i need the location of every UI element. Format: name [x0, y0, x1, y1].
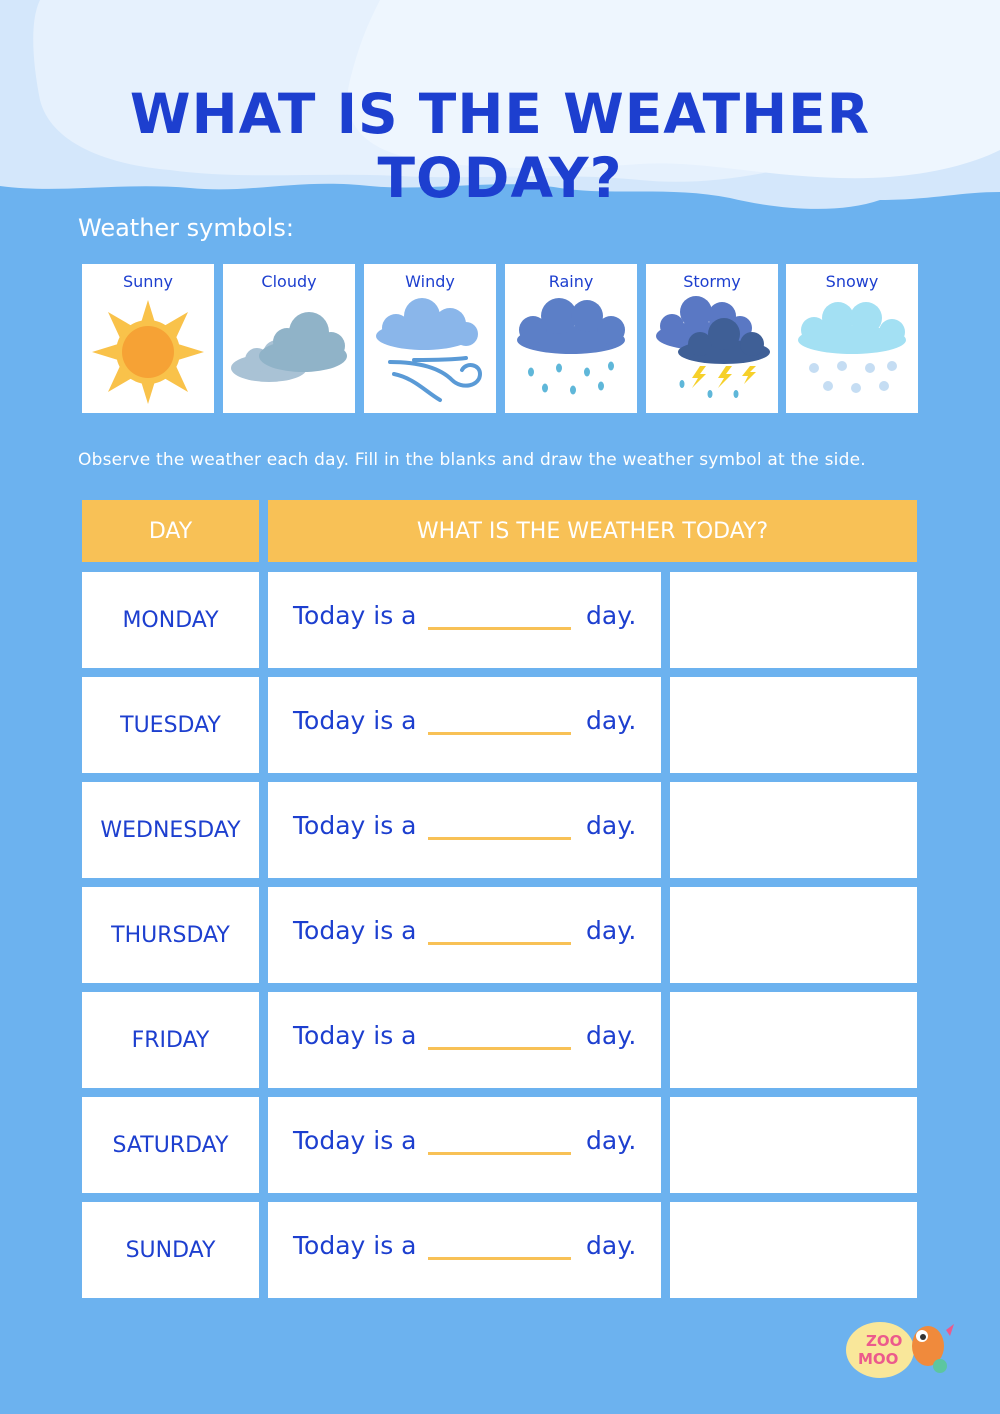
cloud-icon: [229, 296, 349, 408]
answer-blank[interactable]: [428, 1152, 571, 1155]
logo-text-zoo: ZOO: [866, 1332, 903, 1350]
sentence-cell: [268, 1097, 661, 1193]
symbol-card-windy: [364, 264, 496, 413]
day-label-sunday: SUNDAY: [82, 1202, 259, 1298]
wind-icon: [370, 296, 490, 408]
drawing-box[interactable]: [670, 1202, 917, 1298]
answer-blank[interactable]: [428, 1047, 571, 1050]
sentence-end: day.: [586, 601, 637, 630]
answer-blank[interactable]: [428, 1257, 571, 1260]
answer-blank[interactable]: [428, 627, 571, 630]
day-label-thursday: THURSDAY: [82, 887, 259, 983]
sentence-end: day.: [586, 706, 637, 735]
symbol-card-sunny: [82, 264, 214, 413]
drawing-box[interactable]: [670, 1097, 917, 1193]
day-label-wednesday: WEDNESDAY: [82, 782, 259, 878]
sentence-cell: [268, 887, 661, 983]
symbol-card-rainy: [505, 264, 637, 413]
header-weather: WHAT IS THE WEATHER TODAY?: [268, 500, 917, 562]
symbol-card-snowy: [786, 264, 918, 413]
sentence-cell: [268, 677, 661, 773]
drawing-box[interactable]: [670, 677, 917, 773]
zoomoo-logo: [842, 1316, 954, 1382]
day-label-monday: MONDAY: [82, 572, 259, 668]
sentence-start: Today is a: [293, 916, 417, 945]
drawing-box[interactable]: [670, 887, 917, 983]
sun-icon: [88, 296, 208, 408]
sentence-start: Today is a: [293, 1021, 417, 1050]
symbol-card-stormy: [646, 264, 778, 413]
sentence-start: Today is a: [293, 811, 417, 840]
sentence-start: Today is a: [293, 1126, 417, 1155]
answer-blank[interactable]: [428, 837, 571, 840]
logo-text-moo: MOO: [858, 1350, 899, 1368]
day-label-friday: FRIDAY: [82, 992, 259, 1088]
sentence-start: Today is a: [293, 1231, 417, 1260]
sentence-cell: [268, 782, 661, 878]
symbol-label: Stormy: [683, 272, 741, 291]
symbol-label: Cloudy: [261, 272, 317, 291]
snow-cloud-icon: [792, 296, 912, 408]
symbol-label: Windy: [405, 272, 455, 291]
sentence-cell: [268, 572, 661, 668]
symbol-label: Sunny: [122, 272, 174, 291]
symbol-label: Snowy: [825, 272, 879, 291]
page-title: WHAT IS THE WEATHER TODAY?: [129, 82, 871, 210]
rain-cloud-icon: [511, 296, 631, 408]
instructions-text: Observe the weather each day. Fill in the blanks and draw the weather symbol at the side.: [78, 450, 866, 470]
sentence-end: day.: [586, 1126, 637, 1155]
storm-cloud-icon: [652, 296, 772, 408]
sentence-cell: [268, 1202, 661, 1298]
header-day: DAY: [82, 500, 259, 562]
sentence-end: day.: [586, 1231, 637, 1260]
sentence-end: day.: [586, 811, 637, 840]
answer-blank[interactable]: [428, 732, 571, 735]
day-label-tuesday: TUESDAY: [82, 677, 259, 773]
sentence-start: Today is a: [293, 706, 417, 735]
sentence-cell: [268, 992, 661, 1088]
sentence-end: day.: [586, 1021, 637, 1050]
weather-symbols-row: [82, 264, 918, 414]
drawing-box[interactable]: [670, 992, 917, 1088]
sentence-start: Today is a: [293, 601, 417, 630]
symbol-card-cloudy: [223, 264, 355, 413]
drawing-box[interactable]: [670, 782, 917, 878]
answer-blank[interactable]: [428, 942, 571, 945]
sentence-end: day.: [586, 916, 637, 945]
day-label-saturday: SATURDAY: [82, 1097, 259, 1193]
symbols-label: Weather symbols:: [78, 214, 294, 242]
symbol-label: Rainy: [548, 272, 594, 291]
drawing-box[interactable]: [670, 572, 917, 668]
